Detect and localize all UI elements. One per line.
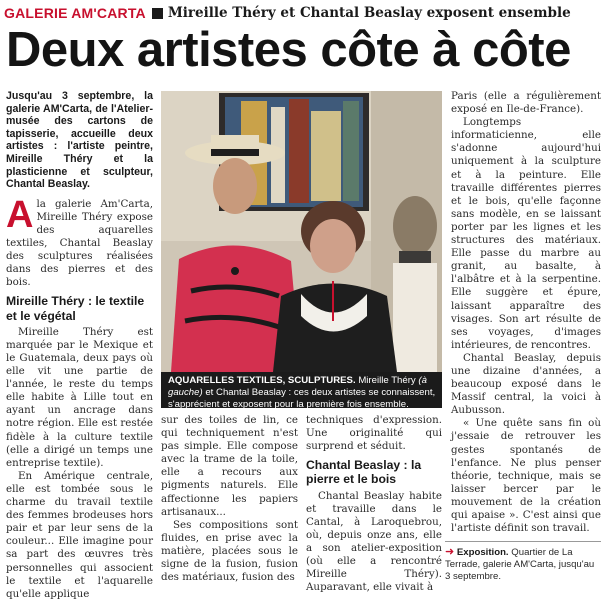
intro-paragraph: Ala galerie Am'Carta, Mireille Théry expose des aquarelles textiles, Chantal Beaslay des sculptures réalisées dans des pierres et des bois. bbox=[6, 193, 153, 289]
caption-text: et Chantal Beaslay : ces deux artistes se connaissent, s'apprécient et exposent pour la première fois ensemble. bbox=[168, 387, 436, 410]
photo-caption bbox=[161, 372, 442, 408]
divider bbox=[445, 541, 601, 542]
square-bullet-icon bbox=[152, 8, 163, 19]
article-subhead: Mireille Théry et Chantal Beaslay exposent ensemble bbox=[167, 5, 571, 21]
column-3 bbox=[306, 414, 442, 594]
paragraph: sur des toiles de lin, ce qui techniquement n'est pas simple. Elle compose avec la trame de la toile, elle a recours aux pigments naturels. Elle affectionne les papiers artisanaux... bbox=[161, 414, 298, 518]
exhibition-info bbox=[445, 546, 601, 583]
article-photo bbox=[161, 91, 442, 372]
paragraph: Longtemps informaticienne, elle s'adonne aujourd'hui uniquement à la sculpture et à la peinture. Elle travaille différentes pierres et le bois, qu'elle façonne sans modèle, en se laissant porter par les lignes et les structures des matériaux. Elle passe du marbre au granit, au basalte, à l'albâtre et à la serpentine. Elle suggère et épure, laissant apparaître des visages. Son art résulte de ses voyages, d'images intérieures, de rencontres. bbox=[451, 116, 601, 351]
caption-italic: (à gauche) bbox=[168, 375, 427, 398]
paragraph: Mireille Théry est marquée par le Mexique et le Guatemala, deux pays où elle vit une partie de l'année, le reste du temps elle habite à Lille tout en ayant un ancrage dans notre région. Elle est restée fidèle à la culture textile (elle a dirigé un temps une entreprise textile). bbox=[6, 325, 153, 469]
exhibition-label: Exposition. bbox=[456, 547, 509, 558]
paragraph: Chantal Beaslay, depuis une dizaine d'années, a beaucoup exposé dans le Massif central, la voici à Aubusson. bbox=[451, 351, 601, 417]
column-2 bbox=[161, 414, 298, 584]
paragraph: techniques d'expression. Une originalité qui surprend et séduit. bbox=[306, 414, 442, 453]
section-title-mireille: Mireille Théry : le textile et le végétal bbox=[6, 294, 145, 323]
caption-bold: AQUARELLES TEXTILES, SCULPTURES. bbox=[168, 375, 356, 386]
drop-cap: A bbox=[6, 193, 34, 236]
paragraph: Chantal Beaslay habite et travaille dans le Cantal, à Laroquebrou, où, depuis onze ans, elle a son atelier-exposition (où elle a rencontré Mireille Théry). Auparavant, elle vivait à bbox=[306, 489, 442, 594]
exhibition-text: Quartier de La Terrade, galerie AM'Carta, jusqu'au 3 septembre. bbox=[445, 547, 595, 582]
article-header bbox=[4, 4, 601, 22]
section-kicker: GALERIE AM'CARTA bbox=[4, 5, 146, 21]
photo-illustration bbox=[161, 91, 442, 372]
arrow-right-icon: ➜ bbox=[445, 546, 455, 558]
paragraph: Paris (elle a régulièrement exposé en Ile-de-France). bbox=[451, 90, 601, 116]
paragraph: En Amérique centrale, elle est tombée sous le charme du travail textile des femmes brodeuses hors pair et par leur sens de la couleur... Elle imagine pour sa part des œuvres très personnelles qui associent le textile et l'aquarelle qu'elle applique bbox=[6, 469, 153, 600]
section-title-chantal: Chantal Beaslay : la pierre et le bois bbox=[306, 458, 422, 487]
paragraph: Ses compositions sont fluides, en prise avec la matière, placées sous le signe de la fusion, fusion des matériaux, fusion des bbox=[161, 518, 298, 584]
headline: Deux artistes côte à côte bbox=[6, 23, 571, 77]
caption-text: Mireille Théry bbox=[358, 375, 416, 386]
paragraph: « Une quête sans fin où j'essaie de retrouver les gestes spontanés de l'enfance. Ne plus penser théorie, technique, mais se laisser bercer par le mouvement de la création qui apaise ». C'est ainsi que l'artiste définit son travail. bbox=[451, 417, 601, 535]
lead-paragraph: Jusqu'au 3 septembre, la galerie AM'Carta, de l'Atelier-musée des cartons de tapisserie, accueille deux artistes : l'artiste peintre, Mireille Théry et la plasticienne et sculpteur, Chantal Beaslay. bbox=[6, 90, 153, 191]
column-4 bbox=[451, 90, 601, 535]
column-1 bbox=[6, 90, 153, 601]
